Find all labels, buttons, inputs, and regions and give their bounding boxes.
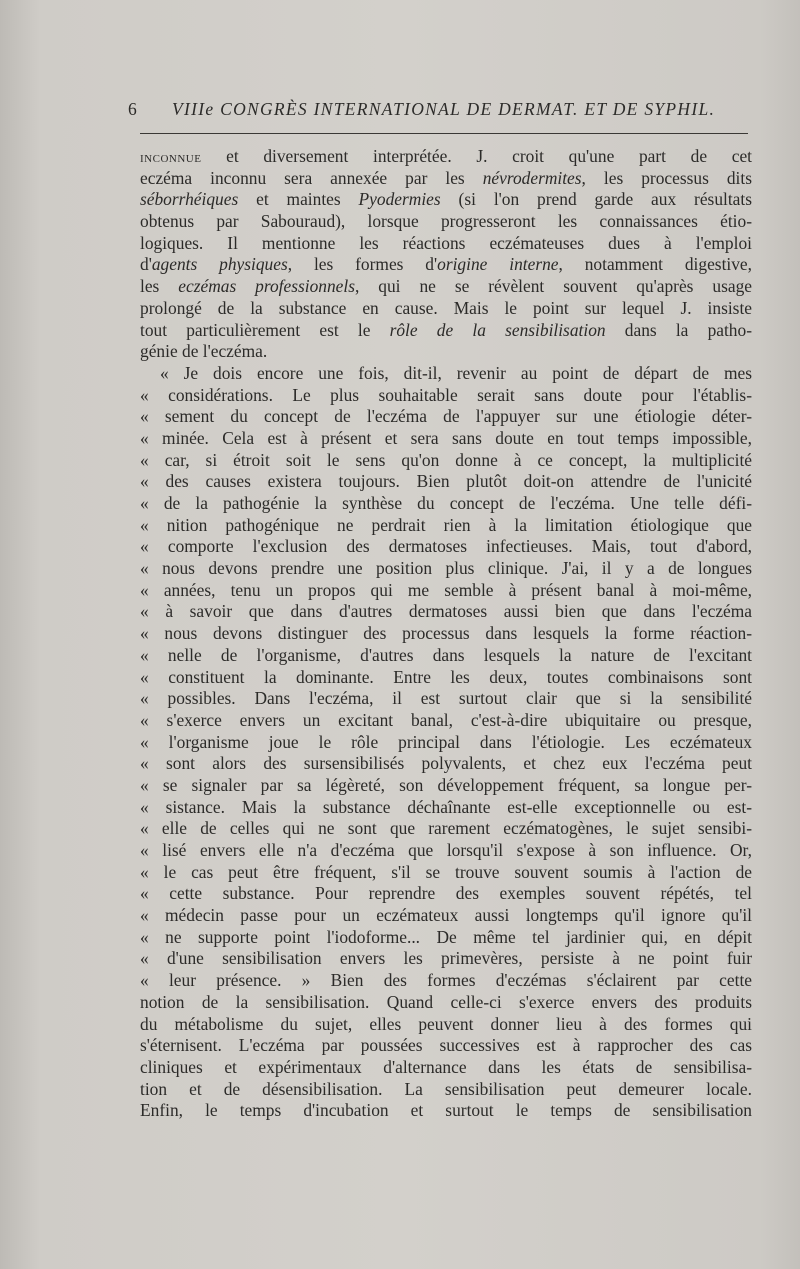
text-line: tout particulièrement est le rôle de la sensibilisation dans la patho- <box>140 319 752 340</box>
quote-line: « elle de celles qui ne sont que rarement eczématogènes, le sujet sensibi- <box>140 818 752 840</box>
header-rule <box>140 133 748 134</box>
quote-line: « années, tenu un propos qui me semble à présent banal à moi-même, <box>140 580 752 602</box>
quote-line: « nous devons distinguer des processus dans lesquels la forme réaction- <box>140 623 752 645</box>
text-line: logiques. Il mentionne les réactions eczémateuses dues à l'emploi <box>140 232 752 253</box>
text-line: séborrhéiques et maintes Pyodermies (si l'on prend garde aux résultats <box>140 189 752 210</box>
quote-line: « sont alors des sursensibilisés polyvalents, et chez eux l'eczéma peut <box>140 753 752 775</box>
quote-line: « sement du concept de l'eczéma de l'appuyer sur une étiologie déter- <box>140 406 752 428</box>
quote-line: « minée. Cela est à présent et sera sans doute en tout temps impossible, <box>140 428 752 450</box>
body-text <box>140 146 752 1122</box>
text-line: eczéma inconnu sera annexée par les névrodermites, les processus dits <box>140 167 752 188</box>
text-line: s'éternisent. L'eczéma par poussées successives est à rapprocher des cas <box>140 1035 752 1056</box>
quote-line: « s'exerce envers un excitant banal, c'est-à-dire ubiquitaire ou presque, <box>140 710 752 732</box>
quote-line: « à savoir que dans d'autres dermatoses aussi bien que dans l'eczéma <box>140 601 752 623</box>
text-line: inconnue et diversement interprétée. J. croit qu'une part de cet <box>140 146 752 166</box>
quote-line: « Je dois encore une fois, dit-il, revenir au point de départ de mes <box>140 363 752 385</box>
text-line: les eczémas professionnels, qui ne se révèlent souvent qu'après usage <box>140 276 752 297</box>
quote-line: « constituent la dominante. Entre les deux, toutes combinaisons sont <box>140 667 752 689</box>
quote-line: « comporte l'exclusion des dermatoses infectieuses. Mais, tout d'abord, <box>140 536 752 558</box>
quote-line: « car, si étroit soit le sens qu'on donne à ce concept, la multiplicité <box>140 450 752 472</box>
quote-line: « sistance. Mais la substance déchaînante est-elle exceptionnelle ou est- <box>140 797 752 819</box>
running-header <box>128 96 750 122</box>
quote-line: « de la pathogénie la synthèse du concept de l'eczéma. Une telle défi- <box>140 493 752 515</box>
text-line: d'agents physiques, les formes d'origine interne, notamment digestive, <box>140 254 752 275</box>
text-line: obtenus par Sabouraud), lorsque progresseront les connaissances étio- <box>140 211 752 232</box>
quote-line: « nition pathogénique ne perdrait rien à la limitation étiologique que <box>140 515 752 537</box>
quote-line: « médecin passe pour un eczémateux aussi longtemps qu'il ignore qu'il <box>140 905 752 927</box>
quote-line: « ne supporte point l'iodoforme... De même tel jardinier qui, en dépit <box>140 927 752 949</box>
quote-line: « considérations. Le plus souhaitable serait sans doute pour l'établis- <box>140 385 752 407</box>
text-line: notion de la sensibilisation. Quand celle-ci s'exerce envers des produits <box>140 991 752 1012</box>
quote-line: « leur présence. » Bien des formes d'eczémas s'éclairent par cette <box>140 970 752 992</box>
quote-line: « nous devons prendre une position plus clinique. J'ai, il y a de longues <box>140 558 752 580</box>
running-title: VIIIe CONGRÈS INTERNATIONAL DE DERMAT. ET DE SYPHIL. <box>172 99 716 119</box>
page-number: 6 <box>128 99 139 119</box>
quote-line: « d'une sensibilisation envers les primevères, persiste à ne point fuir <box>140 948 752 970</box>
quote-line: « le cas peut être fréquent, s'il se trouve souvent soumis à l'action de <box>140 862 752 884</box>
quote-line: « cette substance. Pour reprendre des exemples souvent répétés, tel <box>140 883 752 905</box>
quote-line: « des causes existera toujours. Bien plutôt doit-on attendre de l'unicité <box>140 471 752 493</box>
text-line: tion et de désensibilisation. La sensibilisation peut demeurer locale. <box>140 1078 752 1099</box>
quote-line: « lisé envers elle n'a d'eczéma que lorsqu'il s'expose à son influence. Or, <box>140 840 752 862</box>
quote-line: « nelle de l'organisme, d'autres dans lesquels la nature de l'excitant <box>140 645 752 667</box>
text-line: cliniques et expérimentaux d'alternance dans les états de sensibilisa- <box>140 1056 752 1077</box>
text-line: Enfin, le temps d'incubation et surtout le temps de sensibilisation <box>140 1100 752 1121</box>
quote-line: « se signaler par sa légèreté, son développement fréquent, sa longue per- <box>140 775 752 797</box>
text-line: génie de l'eczéma. <box>140 341 268 362</box>
text-line: prolongé de la substance en cause. Mais le point sur lequel J. insiste <box>140 297 752 318</box>
quote-line: « l'organisme joue le rôle principal dans l'étiologie. Les eczémateux <box>140 732 752 754</box>
quote-line: « possibles. Dans l'eczéma, il est surtout clair que si la sensibilité <box>140 688 752 710</box>
text-line: du métabolisme du sujet, elles peuvent donner lieu à des formes qui <box>140 1013 752 1034</box>
